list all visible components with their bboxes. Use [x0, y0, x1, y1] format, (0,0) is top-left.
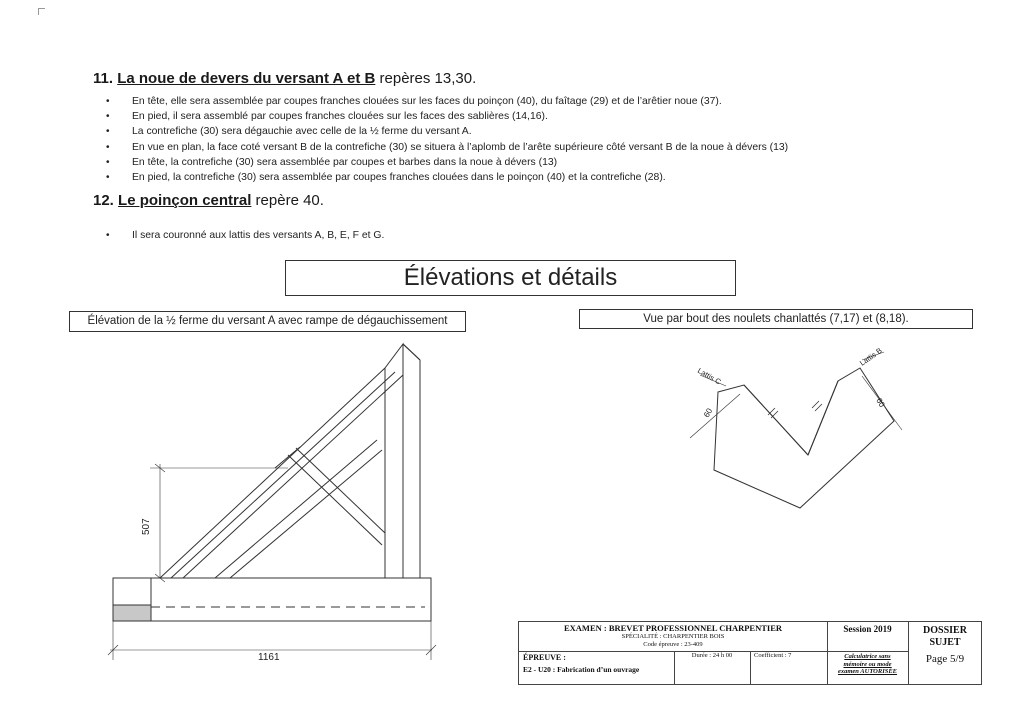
coefficient: Coefficient : 7 — [754, 652, 792, 659]
list-item: • En pied, la contrefiche (30) sera assemblée par coupes franches clouées dans le poinçon (40) et la contrefiche (28). — [100, 170, 788, 185]
epreuve-name: E2 - U20 : Fabrication d’un ouvrage — [523, 665, 640, 674]
duration: Durée : 24 h 00 — [691, 652, 733, 659]
right-dimension-label: 60 — [874, 396, 887, 409]
list-item: • Il sera couronné aux lattis des versants A, B, E, F et G. — [100, 228, 384, 243]
strut — [288, 455, 382, 545]
list-item: • La contrefiche (30) sera dégauchie avec celle de la ½ ferme du versant A. — [100, 124, 788, 139]
epreuve-label: ÉPREUVE : — [523, 653, 566, 662]
exam-code: Code épreuve : 23-409 — [643, 641, 703, 648]
session: Session 2019 — [843, 624, 892, 634]
hatched-section — [113, 605, 151, 621]
noulet-end-view-drawing — [690, 352, 902, 508]
list-item: • En tête, elle sera assemblée par coupes franches clouées sur les faces du poinçon (40), du faîtage (29) et de l’arêtier noue (37). — [100, 94, 788, 109]
specialty: SPÉCIALITÉ : CHARPENTIER BOIS — [621, 633, 725, 640]
height-dimension-label: 507 — [141, 518, 152, 535]
base-beam — [113, 578, 431, 621]
sujet-label: SUJET — [929, 637, 961, 648]
page-number: Page 5/9 — [925, 653, 965, 665]
list-item: • En tête, la contrefiche (30) sera assemblée par coupes et barbes dans la noue à dévers (13) — [100, 155, 788, 170]
lattis-b-label: Lattis B — [857, 345, 884, 368]
exam-title: EXAMEN : BREVET PROFESSIONNEL CHARPENTIER — [563, 623, 783, 633]
section-12-heading: Le poinçon central — [118, 192, 252, 209]
dossier-label: DOSSIER — [923, 625, 967, 636]
width-dimension-label: 1161 — [258, 652, 280, 663]
section-12-number: 12. — [93, 192, 114, 209]
brace — [215, 440, 377, 578]
calculator-note-2: mémoire ou mode — [843, 660, 892, 668]
left-dimension-label: 60 — [701, 406, 715, 419]
calculator-note-1: Calculatrice sans — [844, 653, 891, 660]
section-11-number: 11. — [93, 70, 114, 87]
section-12-suffix: repère 40. — [251, 192, 324, 209]
rafter — [160, 368, 385, 578]
title-block — [518, 621, 982, 685]
lattis-c-label: Lattis C — [696, 365, 723, 387]
section-11-suffix: repères 13,30. — [375, 70, 477, 87]
right-drawing-caption: Vue par bout des noulets chanlattés (7,17) et (8,18). — [579, 309, 973, 329]
section-11-heading: La noue de devers du versant A et B — [117, 70, 376, 87]
main-heading: Élévations et détails — [285, 260, 736, 296]
list-item: • En vue en plan, la face coté versant B de la contrefiche (30) se situera à l’aplomb de l’arête supérieure côté versant B de la noue à dévers (13) — [100, 140, 788, 155]
calculator-note-3: examen AUTORISÉE — [837, 668, 898, 675]
list-item: • En pied, il sera assemblé par coupes franches clouées sur les faces des sablières (14,16). — [100, 109, 788, 124]
left-drawing-caption: Élévation de la ½ ferme du versant A avec rampe de dégauchissement — [69, 311, 466, 332]
